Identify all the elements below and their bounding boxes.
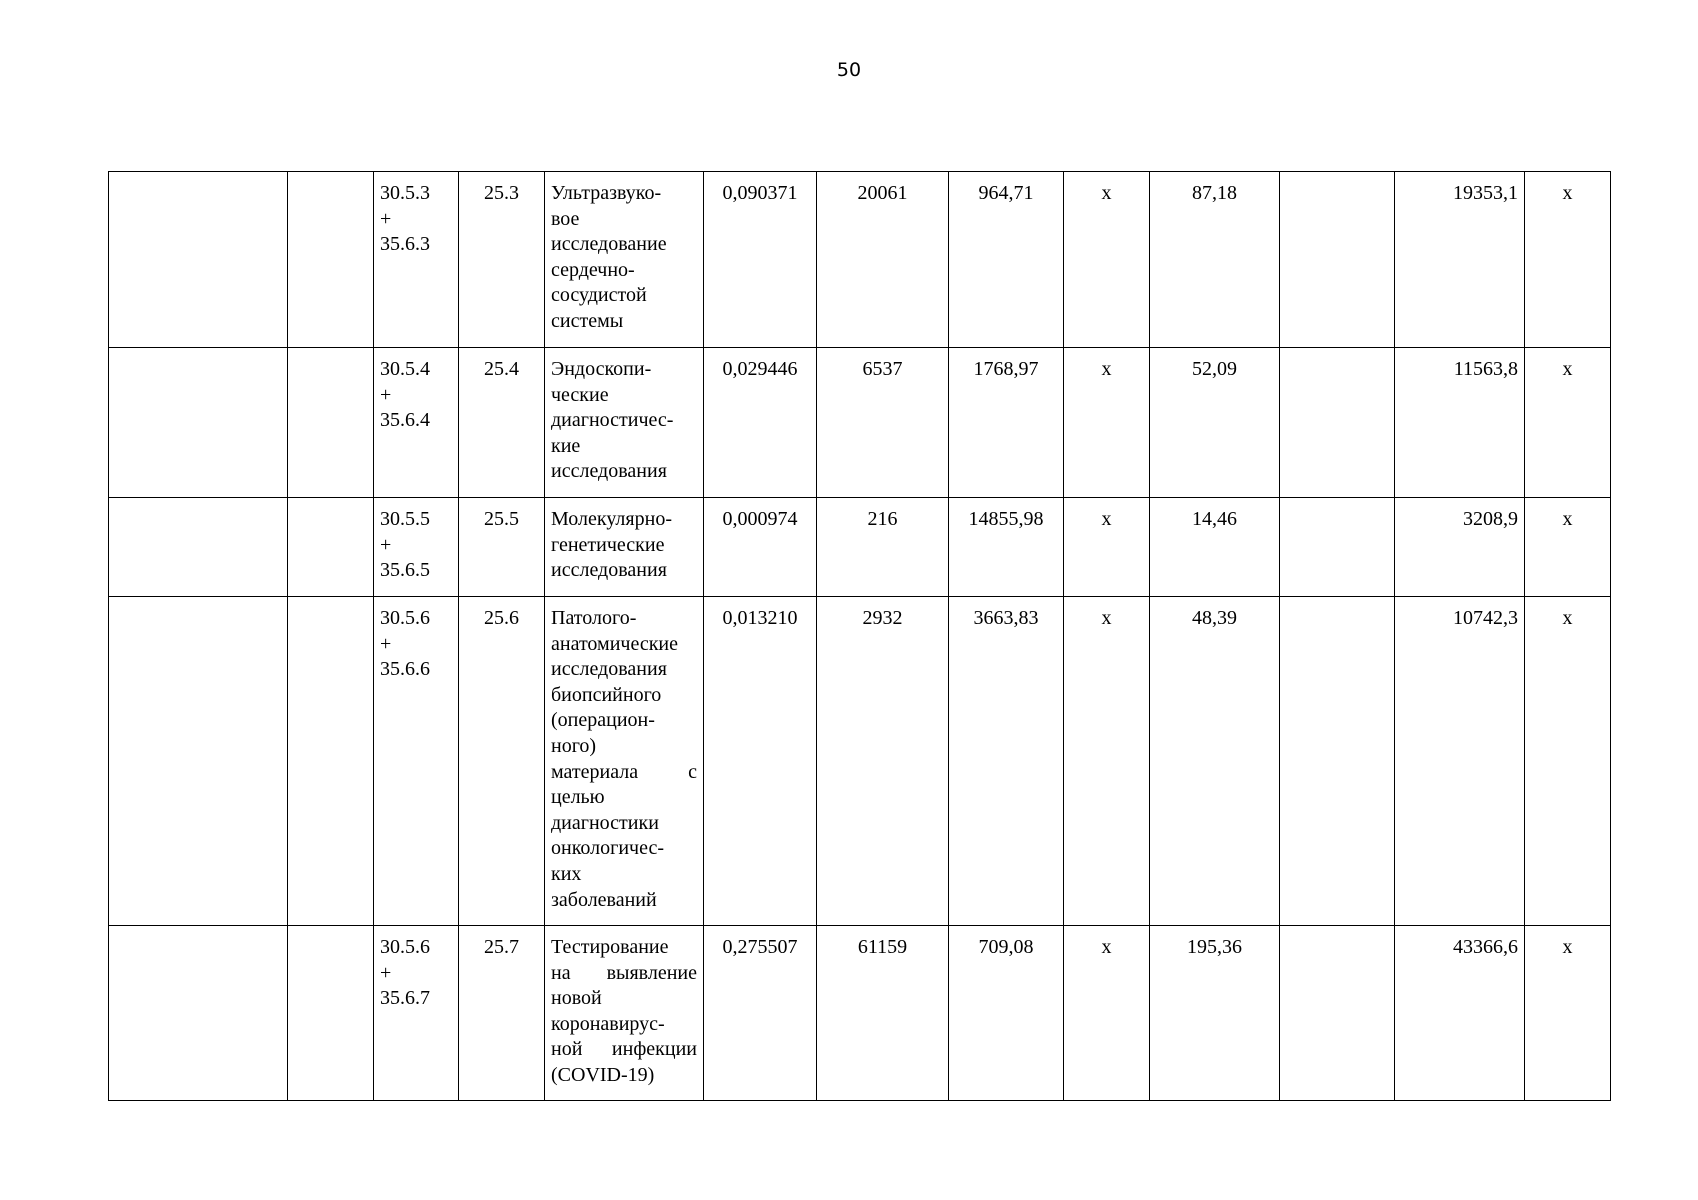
table-row: [109, 172, 1611, 348]
service-name-line: сосудистой: [551, 284, 647, 307]
mark-cell-2: х: [1525, 926, 1611, 1101]
amount-cell: 19353,1: [1395, 172, 1525, 348]
service-name-line: сердечно-: [551, 258, 635, 281]
volume-cell: 6537: [817, 348, 949, 498]
service-name-line: кие: [551, 434, 581, 457]
service-name-line: генетические: [551, 533, 665, 556]
cost-cell: 14855,98: [949, 498, 1064, 597]
empty-cell-1: [109, 597, 288, 926]
mark-cell-1: х: [1064, 348, 1150, 498]
cost-cell: 709,08: [949, 926, 1064, 1101]
item-number-cell: 25.5: [459, 498, 545, 597]
code-line: 35.6.5: [380, 559, 430, 582]
service-name-line: исследования: [551, 658, 667, 681]
table-body: [109, 172, 1611, 1101]
mark-cell-2: х: [1525, 348, 1611, 498]
service-name-line: заболеваний: [551, 888, 657, 911]
code-line: 35.6.3: [380, 233, 430, 256]
empty-cell-1: [109, 498, 288, 597]
service-name-cell: [545, 597, 704, 926]
code-line: 30.5.4: [380, 358, 430, 380]
cost-cell: 964,71: [949, 172, 1064, 348]
service-name-line: ного): [551, 734, 597, 757]
code-line: +: [380, 383, 392, 406]
service-name-line: вое: [551, 207, 580, 230]
mark-cell-1: х: [1064, 926, 1150, 1101]
service-name-cell: [545, 172, 704, 348]
cost-cell: 1768,97: [949, 348, 1064, 498]
empty-cell-1: [109, 348, 288, 498]
service-name-line: Тестирование: [551, 936, 669, 958]
service-name-line: исследования: [551, 460, 667, 483]
volume-cell: 2932: [817, 597, 949, 926]
per-capita-cell: 14,46: [1150, 498, 1280, 597]
service-name-line: диагностики: [551, 811, 659, 834]
amount-cell: 43366,6: [1395, 926, 1525, 1101]
coefficient-cell: 0,000974: [704, 498, 817, 597]
cost-cell: 3663,83: [949, 597, 1064, 926]
empty-cell-3: [1280, 172, 1395, 348]
volume-cell: 61159: [817, 926, 949, 1101]
mark-cell-1: х: [1064, 498, 1150, 597]
per-capita-cell: 87,18: [1150, 172, 1280, 348]
mark-cell-2: х: [1525, 172, 1611, 348]
code-cell: [374, 597, 459, 926]
code-line: 30.5.6: [380, 607, 430, 629]
page-number: 50: [836, 59, 862, 81]
item-number-cell: 25.4: [459, 348, 545, 498]
service-name-line: исследования: [551, 559, 667, 582]
per-capita-cell: 195,36: [1150, 926, 1280, 1101]
empty-cell-3: [1280, 597, 1395, 926]
mark-cell-2: х: [1525, 498, 1611, 597]
code-cell: [374, 348, 459, 498]
service-name-line: ческие: [551, 383, 609, 406]
service-name-cell: [545, 926, 704, 1101]
amount-cell: 11563,8: [1395, 348, 1525, 498]
code-line: 35.6.7: [380, 987, 430, 1010]
service-name-line: материала с: [551, 760, 697, 783]
code-line: +: [380, 961, 392, 984]
empty-cell-2: [288, 926, 374, 1101]
empty-cell-1: [109, 926, 288, 1101]
code-cell: [374, 498, 459, 597]
empty-cell-2: [288, 172, 374, 348]
empty-cell-2: [288, 597, 374, 926]
code-cell: [374, 172, 459, 348]
service-name-line: онкологичес-: [551, 837, 664, 860]
coefficient-cell: 0,013210: [704, 597, 817, 926]
service-name-line: диагностичес-: [551, 409, 674, 432]
code-line: 30.5.5: [380, 508, 430, 530]
service-name-line: Патолого-: [551, 607, 637, 629]
service-name-line: Молекулярно-: [551, 508, 672, 530]
code-line: 30.5.3: [380, 182, 430, 204]
table-row: [109, 597, 1611, 926]
code-cell: [374, 926, 459, 1101]
coefficient-cell: 0,275507: [704, 926, 817, 1101]
code-line: 30.5.6: [380, 936, 430, 958]
service-name-line: ких: [551, 862, 582, 885]
empty-cell-1: [109, 172, 288, 348]
code-line: +: [380, 632, 392, 655]
table-row: [109, 498, 1611, 597]
service-name-line: целью: [551, 786, 605, 809]
service-name-line: Ультразвуко-: [551, 182, 662, 204]
mark-cell-1: х: [1064, 597, 1150, 926]
service-name-line: исследование: [551, 233, 667, 256]
service-name-line: на выявление: [551, 961, 697, 984]
coefficient-cell: 0,090371: [704, 172, 817, 348]
service-name-cell: [545, 348, 704, 498]
code-line: 35.6.6: [380, 658, 430, 681]
amount-cell: 10742,3: [1395, 597, 1525, 926]
service-name-line: Эндоскопи-: [551, 358, 652, 380]
item-number-cell: 25.3: [459, 172, 545, 348]
per-capita-cell: 48,39: [1150, 597, 1280, 926]
empty-cell-3: [1280, 926, 1395, 1101]
amount-cell: 3208,9: [1395, 498, 1525, 597]
per-capita-cell: 52,09: [1150, 348, 1280, 498]
table-row: [109, 926, 1611, 1101]
empty-cell-2: [288, 348, 374, 498]
item-number-cell: 25.6: [459, 597, 545, 926]
empty-cell-3: [1280, 348, 1395, 498]
code-line: +: [380, 533, 392, 556]
code-line: 35.6.4: [380, 409, 430, 432]
empty-cell-2: [288, 498, 374, 597]
service-name-line: новой: [551, 987, 602, 1010]
service-name-line: ной инфекции: [551, 1038, 697, 1061]
coefficient-cell: 0,029446: [704, 348, 817, 498]
service-name-line: (COVID-19): [551, 1063, 655, 1086]
service-name-line: анатомические: [551, 632, 679, 655]
service-name-line: системы: [551, 309, 624, 332]
volume-cell: 20061: [817, 172, 949, 348]
service-name-cell: [545, 498, 704, 597]
service-name-line: (операцион-: [551, 709, 655, 732]
empty-cell-3: [1280, 498, 1395, 597]
mark-cell-2: х: [1525, 597, 1611, 926]
data-table: [108, 171, 1611, 1101]
item-number-cell: 25.7: [459, 926, 545, 1101]
service-name-line: биопсийного: [551, 683, 662, 706]
mark-cell-1: х: [1064, 172, 1150, 348]
service-name-line: коронавирус-: [551, 1012, 665, 1035]
volume-cell: 216: [817, 498, 949, 597]
table-row: [109, 348, 1611, 498]
code-line: +: [380, 207, 392, 230]
